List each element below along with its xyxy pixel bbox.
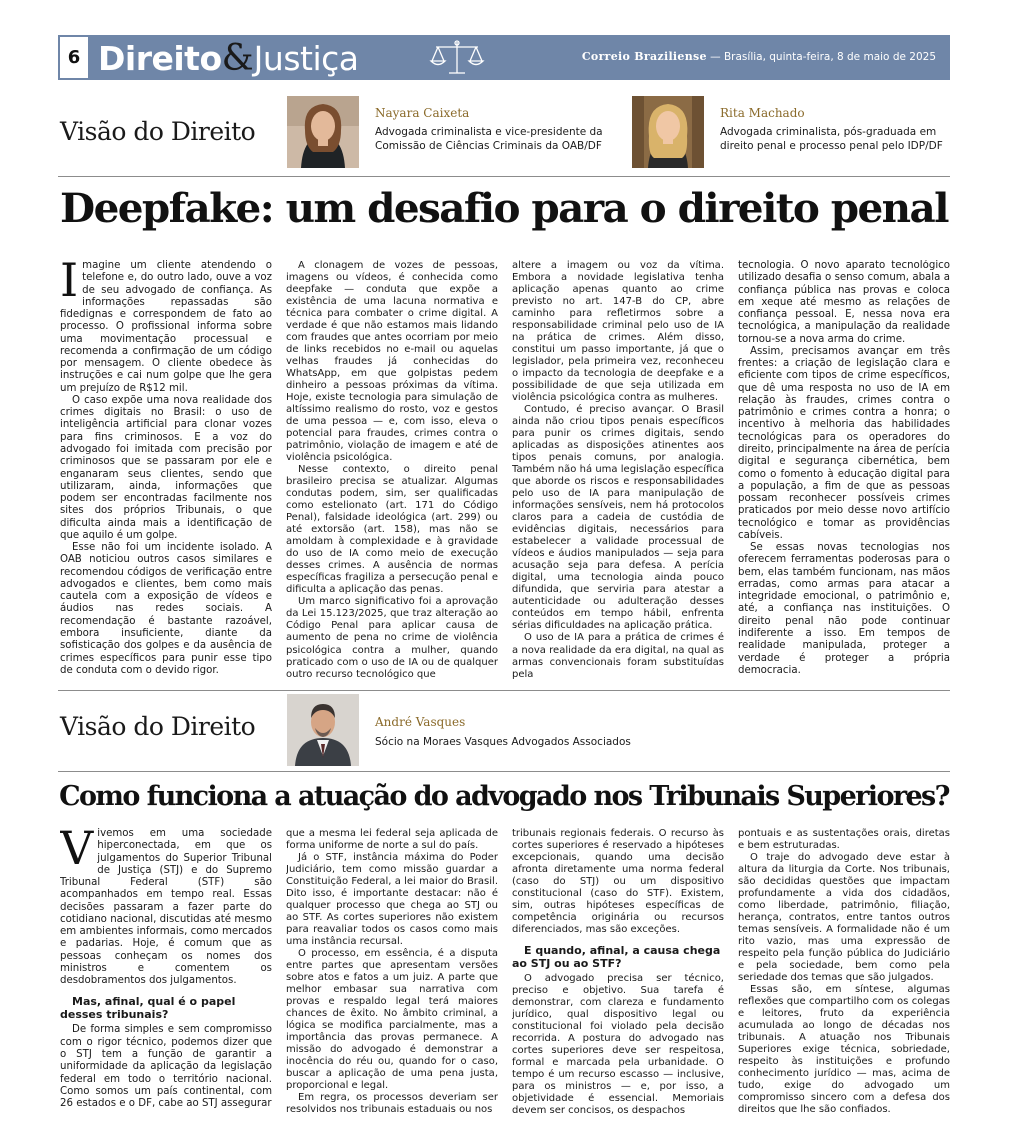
divider	[58, 771, 950, 772]
author-bio-1: Advogada criminalista e vice-presidente da Comissão de Ciências Criminais da OAB/DF	[375, 126, 603, 152]
article2-column-3	[512, 828, 724, 1120]
article2-column-4	[738, 828, 950, 1120]
page-number: 6	[58, 35, 90, 80]
paragraph: tecnologia. O novo aparato tecnológico utilizado desafia o senso comum, abala a confiança pública nas provas e coloca em xeque até mesmo as relações de confiança pessoal. E, nessa nova era tecnológica, a manipulação da realidade tornou-se a nova arma do crime.	[738, 260, 950, 345]
paragraph: A clonagem de vozes de pessoas, imagens ou vídeos, é conhecida como deepfake — conduta que expõe a existência de uma lacuna normativa e técnica para combater o crime digital. A verdade é que não estamos mais lidando com fraudes que antes ocorriam por meio de links recebidos no e-mail ou aquelas velhas fraudes já conhecidas do WhatsApp, em que golpistas pedem dinheiro a pessoas próximas da vítima. Hoje, existe tecnologia para simulação de altíssimo realismo do rosto, voz e gestos de uma pessoa — e, com isso, eleva o potencial para fraudes, crimes contra o patrimônio, violação de imagem e até de violência psicológica.	[286, 260, 498, 464]
paragraph: Contudo, é preciso avançar. O Brasil ainda não criou tipos penais específicos para punir os crimes digitais, sendo aplicadas as disposições atinentes aos tipos penais comuns, por analogia. Também não há uma legislação específica que aborde os riscos e responsabilidades pelo uso de IA para manipulação de informações sensíveis, nem há protocolos claros para a cadeia de custódia de evidências digitais, necessários para estabelecer a validade processual de vídeos e áudios manipulados — seja para acusação seja para defesa. A perícia digital, uma tecnologia ainda pouco difundida, que serviria para atestar a autenticidade ou adulteração desses conteúdos em tempo hábil, enfrenta sérias dificuldades na aplicação prática.	[512, 404, 724, 632]
divider	[58, 690, 950, 691]
paragraph: Nesse contexto, o direito penal brasileiro precisa se atualizar. Algumas condutas podem, sim, ser qualificadas como estelionato (art. 171 do Código Penal), falsidade ideológica (art. 299) ou até extorsão (art. 158), mas não se amoldam à complexidade e à gravidade do uso de IA como meio de execução desses crimes. A ausência de normas específicas fragiliza a persecução penal e dificulta a aplicação das penas.	[286, 464, 498, 596]
section-label-visao-do-direito-2: Visão do Direito	[60, 712, 256, 741]
paragraph: que a mesma lei federal seja aplicada de forma uniforme de norte a sul do país.	[286, 828, 498, 852]
author-bio-2: Advogada criminalista, pós-graduada em direito penal e processo penal pelo IDP/DF	[720, 126, 943, 152]
paragraph: Já o STF, instância máxima do Poder Judiciário, tem como missão guardar a Constituição Federal, a lei maior do Brasil. Dito isso, é importante destacar: não é qualquer processo que chega ao STJ ou ao STF. As cortes superiores não existem para reavaliar todos os casos como mais uma instância recursal.	[286, 852, 498, 948]
drop-cap: I	[60, 260, 79, 307]
paragraph: Vivemos em uma sociedade hiperconectada, em que os julgamentos do Superior Tribunal de Justiça (STJ) e do Supremo Tribunal Federal (STF) são acompanhados em tempo real. Essas decisões passaram a fazer parte do cotidiano nacional, discutidas até mesmo em ambientes informais, como mercados e padarias. Hoje, é comum que as pessoas conheçam os nomes dos ministros e comentem os desdobramentos dos julgamentos.	[60, 828, 272, 987]
paragraph: Esse não foi um incidente isolado. A OAB noticiou outros casos similares e recomendou códigos de verificação entre advogados e clientes, bem como mais cautela com a exposição de vídeos e áudios nas redes sociais. A recomendação é bastante razoável, embora insuficiente, diante da sofisticação dos golpes e da ausência de crimes específicos para punir esse tipo de conduta com o devido rigor.	[60, 542, 272, 676]
paragraph: Um marco significativo foi a aprovação da Lei 15.123/2025, que traz alteração ao Código Penal para aplicar causa de aumento de pena no crime de violência psicológica contra a mulher, quando praticado com o uso de IA ou de qualquer outro recurso tecnológico que	[286, 596, 498, 680]
headline-tribunais-superiores: Como funciona a atuação do advogado nos Tribunais Superiores?	[59, 781, 949, 812]
brand-word-direito: Direito	[98, 39, 222, 78]
newspaper-name: Correio Braziliense	[581, 50, 707, 63]
paragraph: O caso expõe uma nova realidade dos crimes digitais no Brasil: o uso de inteligência artificial para clonar vozes para fins criminosos. E a voz do advogado foi imitada com precisão por criminosos que se passaram por ele e enganaram seus clientes, sendo que utilizaram, ainda, informações que podem ser encontradas facilmente nos sites dos próprios Tribunais, o que dificulta ainda mais a identificação de que aquilo é um golpe.	[60, 394, 272, 541]
drop-cap: V	[60, 828, 94, 875]
subheading: E quando, afinal, a causa chega ao STJ ou ao STF?	[512, 944, 721, 971]
avatar-nayara-caixeta	[287, 96, 359, 168]
headline-deepfake: Deepfake: um desafio para o direito penal	[60, 184, 948, 232]
paragraph: Imagine um cliente atendendo o telefone e, do outro lado, ouve a voz de seu advogado de confiança. As informações repassadas são fidedignas e correspondem de fato ao processo. O profissional informa sobre uma movimentação processual e recomenda a confirmação de um código por mensagem. O cliente obedece às instruções e cai num golpe que lhe gera um prejuízo de R$12 mil.	[60, 260, 272, 394]
paragraph: De forma simples e sem compromisso com o rigor técnico, podemos dizer que o STJ tem a função de garantir a uniformidade da aplicação da legislação federal em todo o território nacional. Como somos um país continental, com 26 estados e o DF, cabe ao STJ assegurar	[60, 1024, 272, 1110]
masthead	[58, 35, 950, 80]
article2-column-2	[286, 828, 498, 1120]
paragraph: Essas são, em síntese, algumas reflexões que compartilho com os colegas e leitores, fruto da experiência acumulada ao longo de décadas nos tribunais. A atuação nos Tribunais Superiores exige técnica, sobriedade, respeito às instituições e profundo conhecimento jurídico — mas, acima de tudo, exige do advogado um compromisso sincero com a defesa dos direitos que lhe são confiados.	[738, 984, 950, 1116]
author-name-2: Rita Machado	[720, 106, 805, 120]
paragraph: Em regra, os processos deveriam ser resolvidos nos tribunais estaduais ou nos	[286, 1092, 498, 1116]
date-text: — Brasília, quinta-feira, 8 de maio de 2025	[706, 51, 936, 63]
author-name-3: André Vasques	[375, 715, 466, 729]
article1-column-2	[286, 260, 498, 680]
section-label-visao-do-direito: Visão do Direito	[60, 117, 256, 146]
paragraph: O traje do advogado deve estar à altura da liturgia da Corte. Nos tribunais, são decididas questões que impactam profundamente a vida dos cidadãos, como liberdade, patrimônio, filiação, herança, contratos, entre tantos outros temas sensíveis. A formalidade não é um rito vazio, mas uma expressão de respeito pela função pública do Judiciário e pela sociedade, bem como pela seriedade dos temas que são julgados.	[738, 852, 950, 984]
paragraph: tribunais regionais federais. O recurso às cortes superiores é reservado a hipóteses excepcionais, quando uma decisão afronta diretamente uma norma federal (caso do STJ) ou um dispositivo constitucional (caso do STF). Existem, sim, outras hipóteses específicas de competência originária ou recursos diferenciados, mas são exceções.	[512, 828, 724, 936]
masthead-dateline	[582, 50, 936, 63]
article2-column-1	[60, 828, 272, 1120]
brand-ampersand: &	[221, 38, 254, 79]
article1-column-3	[512, 260, 724, 680]
paragraph: Assim, precisamos avançar em três frentes: a criação de legislação clara e eficiente com tipos de crime específicos, que dê uma resposta no uso de IA em relação às fraudes, crimes contra o patrimônio e crimes contra a honra; o incentivo à melhoria das habilidades tecnológicas para os operadores do direito, principalmente na área de perícia digital e segurança cibernética, bem como o fomento à educação digital para a população, a fim de que as pessoas possam reconhecer possíveis crimes praticados por meio desse novo artifício tecnológico e tomar as providências cabíveis.	[738, 345, 950, 541]
subheading: Mas, afinal, qual é o papel desses tribunais?	[60, 995, 236, 1022]
avatar-rita-machado	[632, 96, 704, 168]
brand-word-justica: Justiça	[253, 39, 359, 78]
paragraph: Se essas novas tecnologias nos oferecem ferramentas poderosas para o bem, elas também funcionam, nas mãos erradas, como armas para atacar a integridade emocional, o patrimônio e, até, a confiança nas instituições. O direito penal não pode continuar indiferente a isso. Em tempos de realidade manipulada, proteger a verdade é proteger a própria democracia.	[738, 542, 950, 676]
author-bio-3: Sócio na Moraes Vasques Advogados Associados	[375, 736, 631, 748]
paragraph: O processo, em essência, é a disputa entre partes que apresentam versões sobre atos e fatos a um juiz. A parte que melhor embasar sua narrativa com provas e respaldo legal terá maiores chances de êxito. No âmbito criminal, a lógica se modifica parcialmente, mas a importância das provas permanece. A missão do advogado é demonstrar a inocência do réu ou, quando for o caso, buscar a aplicação de uma pena justa, proporcional e legal.	[286, 948, 498, 1092]
divider	[58, 176, 950, 177]
scales-of-justice-icon	[428, 39, 486, 77]
section-brand	[98, 35, 359, 80]
paragraph: altere a imagem ou voz da vítima. Embora a novidade legislativa tenha aplicação apenas quanto ao crime previsto no art. 147-B do CP, abre caminho para refletirmos sobre a responsabilidade criminal pelo uso de IA na prática de crimes. Além disso, constitui um passo importante, já que o legislador, pela primeira vez, reconheceu o impacto da tecnologia de deepfake e a possibilidade de que seja utilizada em violência psicológica contra as mulheres.	[512, 260, 724, 404]
article1-column-4	[738, 260, 950, 680]
paragraph: O advogado precisa ser técnico, preciso e objetivo. Sua tarefa é demonstrar, com clareza e fundamento jurídico, qual dispositivo legal ou constitucional foi violado pela decisão recorrida. A postura do advogado nas cortes superiores deve ser respeitosa, formal e marcada pela urbanidade. O tempo é um recurso escasso — inclusive, para os ministros — e, por isso, a objetividade é essencial. Memoriais devem ser concisos, os despachos	[512, 973, 724, 1117]
author-name-1: Nayara Caixeta	[375, 106, 470, 120]
paragraph: pontuais e as sustentações orais, diretas e bem estruturadas.	[738, 828, 950, 852]
paragraph: O uso de IA para a prática de crimes é a nova realidade da era digital, na qual as armas convencionais foram substituídas pela	[512, 632, 724, 680]
article1-column-1	[60, 260, 272, 680]
avatar-andre-vasques	[287, 694, 359, 766]
